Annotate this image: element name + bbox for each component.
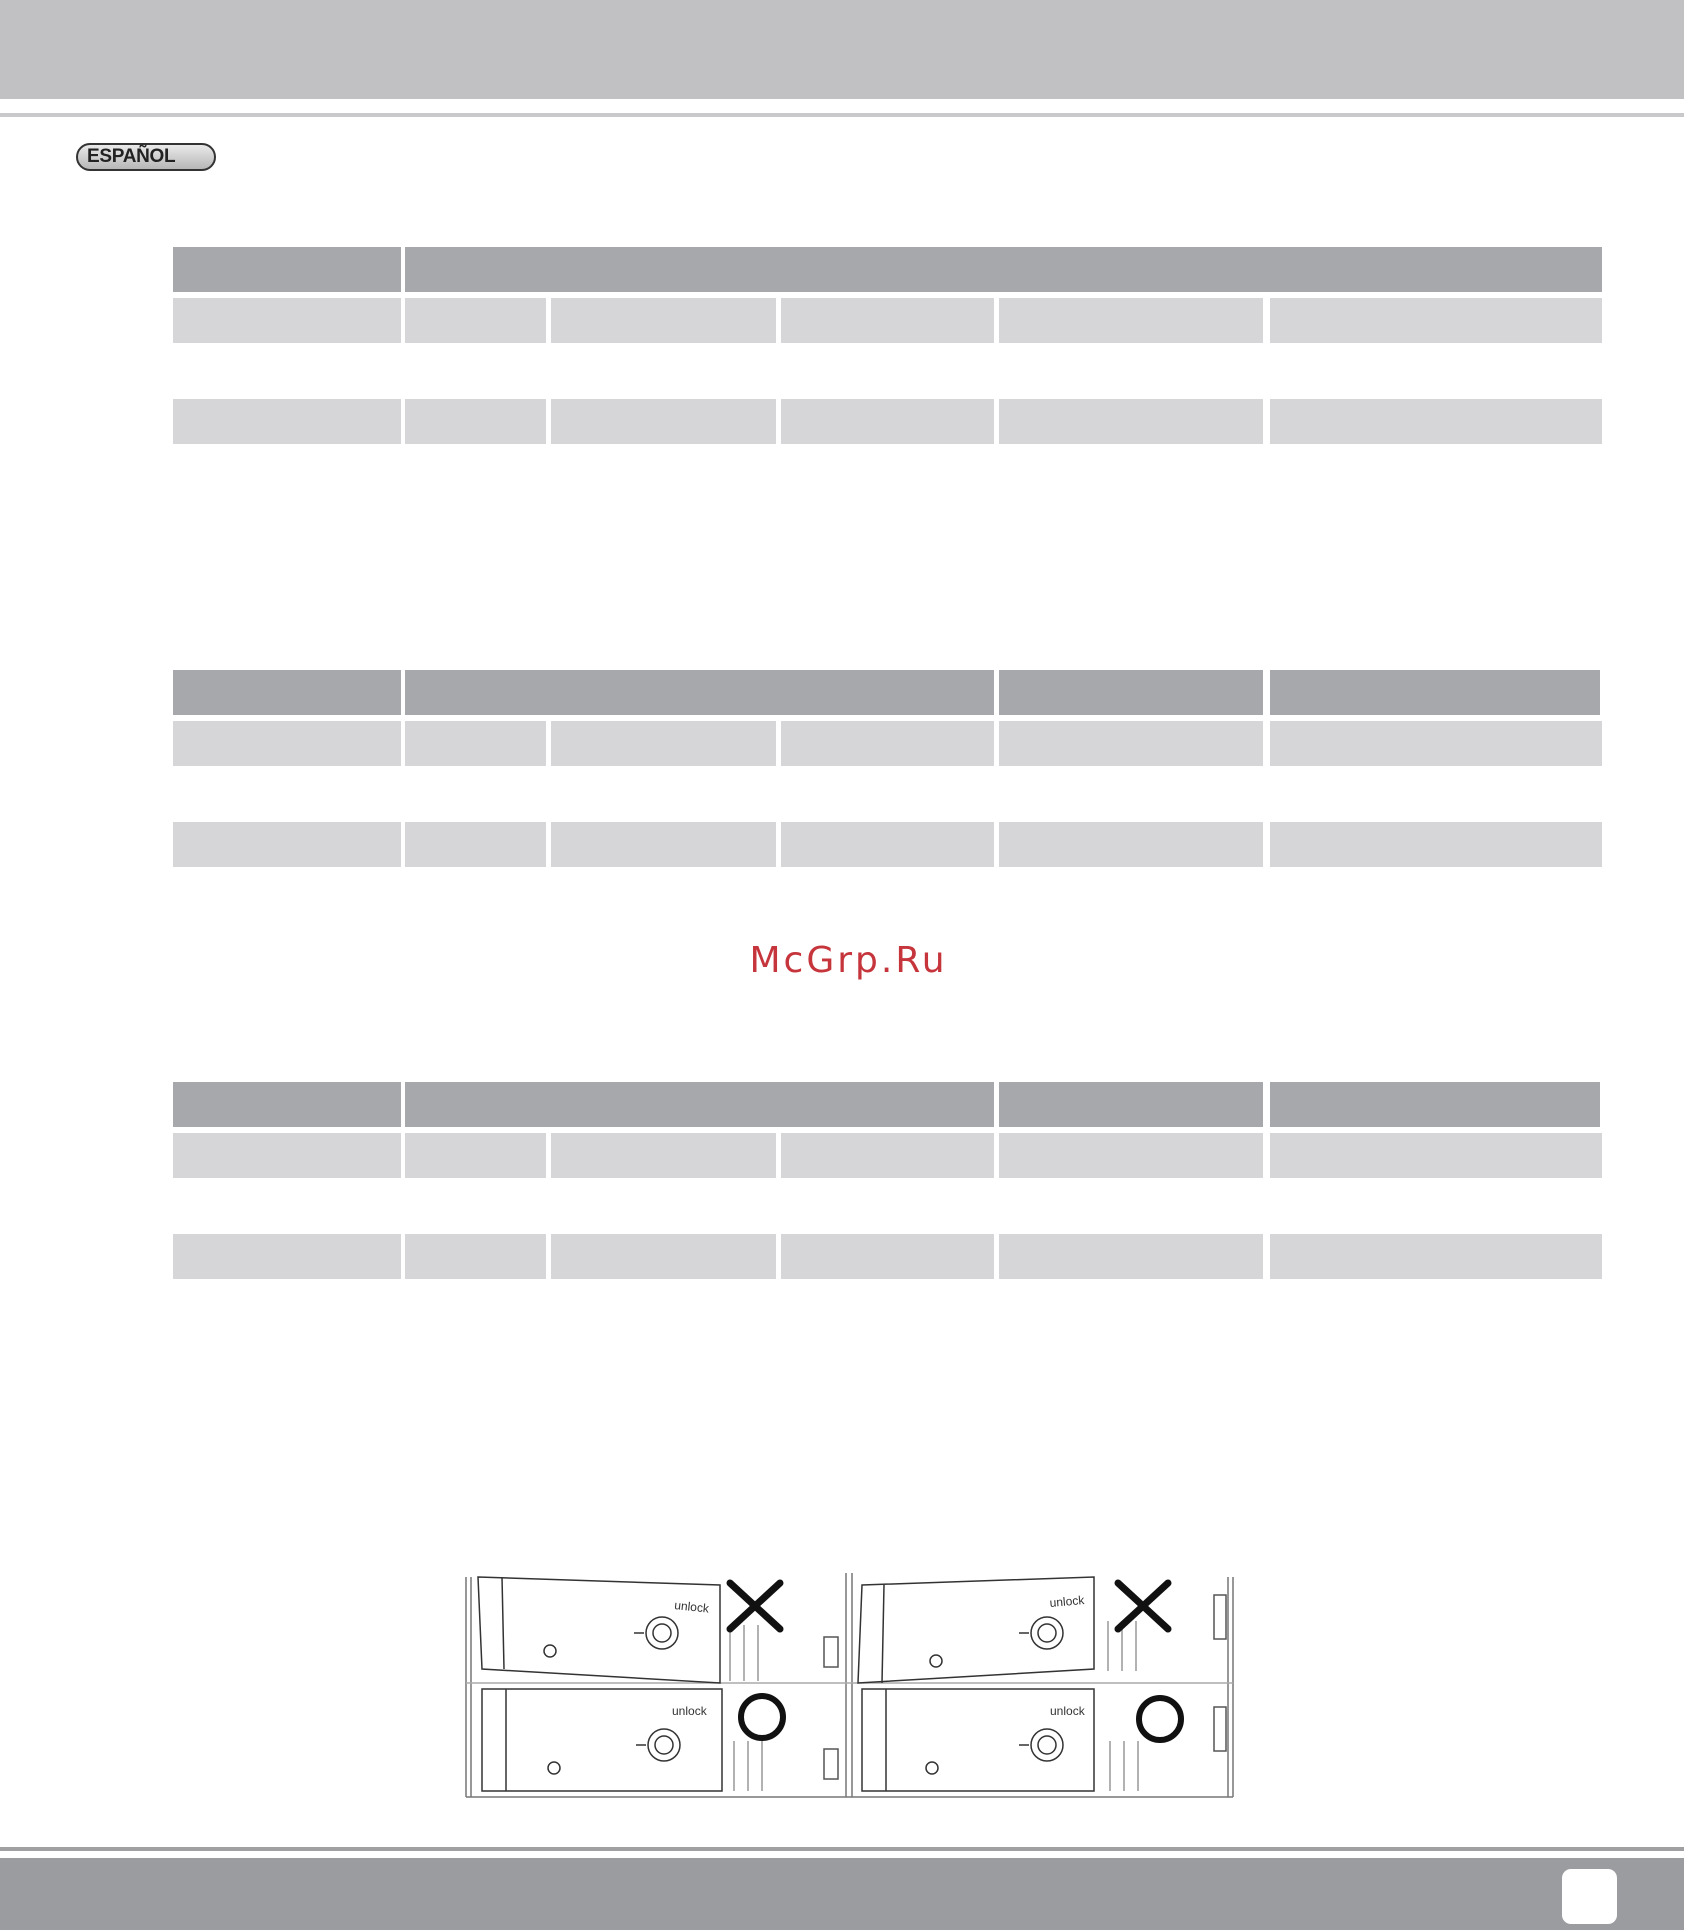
table-cell [405, 399, 546, 444]
drawer-panel-bottom-left [482, 1689, 838, 1791]
unlock-label: unlock [1049, 1593, 1085, 1610]
table-cell [551, 1133, 776, 1178]
table-cell [173, 1234, 401, 1279]
table-header-cell [173, 247, 401, 292]
table-cell [781, 721, 994, 766]
table-header-cell [173, 670, 401, 715]
table-cell [173, 1133, 401, 1178]
bottom-divider [0, 1847, 1684, 1851]
unlock-label: unlock [673, 1598, 710, 1616]
table-cell [999, 721, 1263, 766]
cabinet-frame [466, 1573, 1233, 1797]
table-cell [405, 1234, 546, 1279]
table-cell [999, 822, 1263, 867]
drawer-panel-bottom-right [862, 1689, 1226, 1791]
table-cell [405, 298, 546, 343]
table-cell [551, 1234, 776, 1279]
table-header-cell [405, 670, 994, 715]
table-cell [173, 822, 401, 867]
table-cell [1270, 1234, 1602, 1279]
drawer-panel-top-left [478, 1577, 838, 1683]
table-header-cell [999, 670, 1263, 715]
spec-table-1 [173, 247, 1602, 447]
table-cell [999, 1133, 1263, 1178]
table-cell [405, 1133, 546, 1178]
table-cell [1270, 1133, 1602, 1178]
table-header-cell [999, 1082, 1263, 1127]
table-cell [781, 399, 994, 444]
table-cell [999, 399, 1263, 444]
table-header-cell [1270, 670, 1600, 715]
table-cell [551, 721, 776, 766]
language-badge: ESPAÑOL [76, 143, 216, 171]
table-header-cell [405, 247, 1602, 292]
cross-icon [730, 1583, 780, 1629]
table-cell [551, 298, 776, 343]
table-cell [1270, 298, 1602, 343]
cross-icon [1118, 1583, 1168, 1629]
table-cell [173, 399, 401, 444]
spec-table-2 [173, 670, 1602, 870]
drawer-panel-top-right [858, 1577, 1226, 1683]
page-number-box [1562, 1869, 1617, 1924]
table-cell [1270, 721, 1602, 766]
watermark-text: McGrp.Ru [749, 940, 948, 981]
table-cell [173, 721, 401, 766]
circle-icon [1139, 1698, 1181, 1740]
table-cell [405, 721, 546, 766]
table-cell [551, 822, 776, 867]
top-divider [0, 113, 1684, 117]
table-header-cell [1270, 1082, 1600, 1127]
bottom-banner [0, 1858, 1684, 1930]
table-cell [999, 298, 1263, 343]
table-cell [405, 822, 546, 867]
unlock-label: unlock [672, 1704, 707, 1718]
drawer-installation-figure [462, 1565, 1237, 1800]
table-cell [781, 822, 994, 867]
table-cell [781, 1133, 994, 1178]
table-header-cell [173, 1082, 401, 1127]
table-cell [781, 1234, 994, 1279]
table-cell [1270, 399, 1602, 444]
table-cell [551, 399, 776, 444]
unlock-label: unlock [1050, 1704, 1085, 1718]
table-cell [781, 298, 994, 343]
top-banner [0, 0, 1684, 99]
table-cell [1270, 822, 1602, 867]
table-cell [173, 298, 401, 343]
table-cell [999, 1234, 1263, 1279]
table-header-cell [405, 1082, 994, 1127]
circle-icon [741, 1696, 783, 1738]
spec-table-3 [173, 1082, 1602, 1282]
